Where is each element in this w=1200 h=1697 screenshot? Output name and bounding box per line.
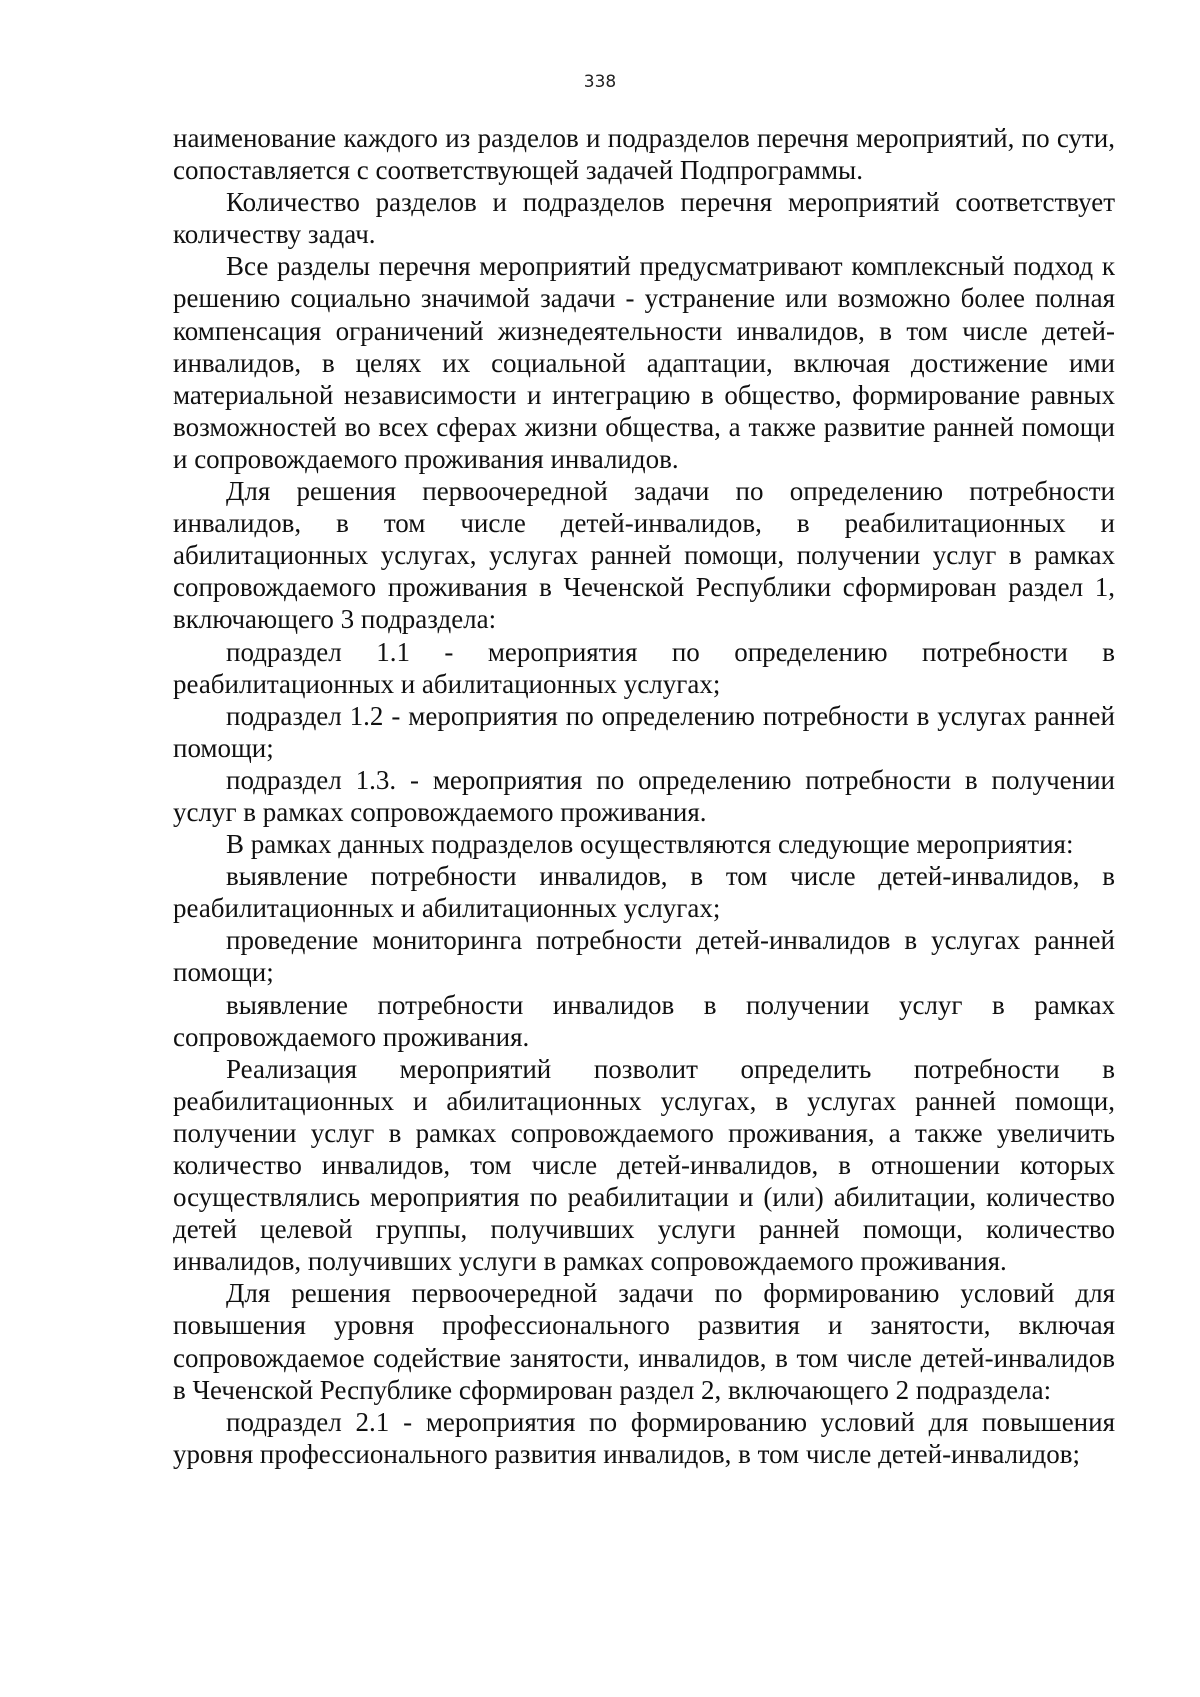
paragraph-continuation: наименование каждого из разделов и подразделов перечня мероприятий, по сути, сопоставляется с соответствующей задачей Подпрограммы. [173, 123, 1115, 186]
list-item-activity: выявление потребности инвалидов в получении услуг в рамках сопровождаемого проживания. [173, 989, 1115, 1052]
list-item-subsection: подраздел 2.1 - мероприятия по формированию условий для повышения уровня профессионального развития инвалидов, в том числе детей-инвалидов; [173, 1406, 1115, 1469]
list-item-subsection: подраздел 1.3. - мероприятия по определению потребности в получении услуг в рамках сопровождаемого проживания. [173, 764, 1115, 827]
paragraph: Для решения первоочередной задачи по формированию условий для повышения уровня профессионального развития и занятости, включая сопровождаемое содействие занятости, инвалидов, в том числе детей-инвалидов в Чеченской Республике сформирован раздел 2, включающего 2 подраздела: [173, 1278, 1115, 1405]
list-item-subsection: подраздел 1.1 - мероприятия по определению потребности в реабилитационных и абилитационных услугах; [173, 636, 1115, 699]
list-item-subsection: подраздел 1.2 - мероприятия по определению потребности в услугах ранней помощи; [173, 700, 1115, 763]
paragraph: Все разделы перечня мероприятий предусматривают комплексный подход к решению социально значимой задачи - устранение или возможно более полная компенсация ограничений жизнедеятельности инвалидов, в том числе детей-инвалидов, в целях их социальной адаптации, включая достижение ими материальной независимости и интеграцию в общество, формирование равных возможностей во всех сферах жизни общества, а также развитие ранней помощи и сопровождаемого проживания инвалидов. [173, 251, 1115, 474]
paragraph: В рамках данных подразделов осуществляются следующие мероприятия: [226, 829, 1074, 860]
paragraph: Реализация мероприятий позволит определить потребности в реабилитационных и абилитационных услугах, в услугах ранней помощи, получении услуг в рамках сопровождаемого проживания, а также увеличить количество инвалидов, том числе детей-инвалидов, в отношении которых осуществлялись мероприятия по реабилитации и (или) абилитации, количество детей целевой группы, получивших услуги ранней помощи, количество инвалидов, получивших услуги в рамках сопровождаемого проживания. [173, 1053, 1115, 1277]
paragraph: Для решения первоочередной задачи по определению потребности инвалидов, в том числе детей-инвалидов, в реабилитационных и абилитационных услугах, услугах ранней помощи, получении услуг в рамках сопровождаемого проживания в Чеченской Республики сформирован раздел 1, включающего 3 подраздела: [173, 476, 1115, 635]
paragraph: Количество разделов и подразделов перечня мероприятий соответствует количеству задач. [173, 187, 1115, 250]
list-item-activity: проведение мониторинга потребности детей-инвалидов в услугах ранней помощи; [173, 925, 1115, 988]
document-body [173, 122, 1115, 1470]
page-number: 338 [583, 72, 617, 92]
list-item-activity: выявление потребности инвалидов, в том числе детей-инвалидов, в реабилитационных и абилитационных услугах; [173, 861, 1115, 924]
